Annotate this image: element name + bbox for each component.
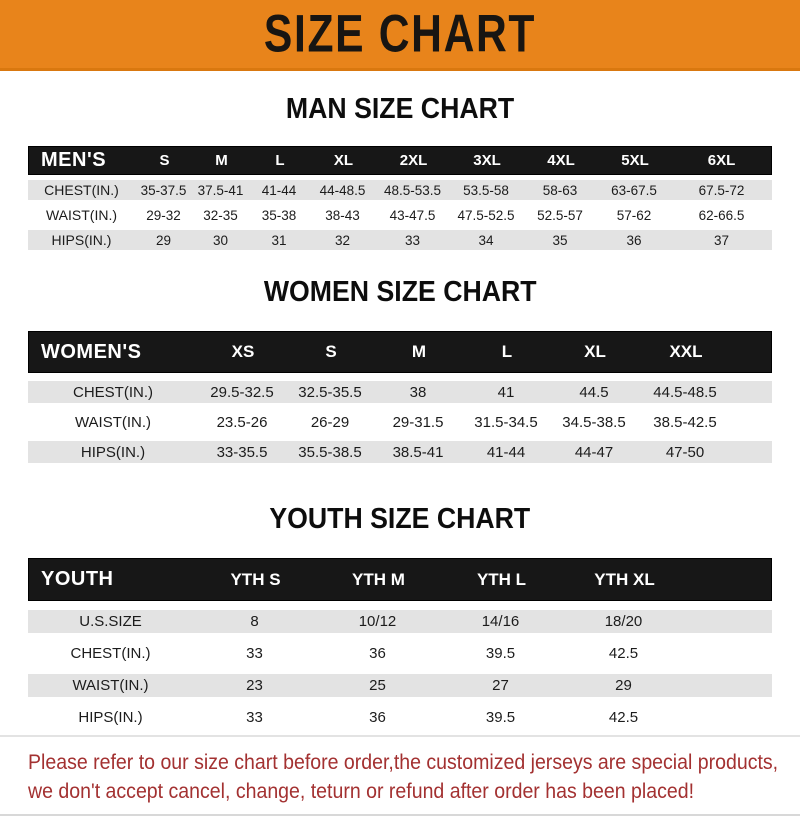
table-row <box>28 674 772 697</box>
size-cell: 29 <box>615 677 632 694</box>
column-header: YTH L <box>476 569 527 589</box>
size-cell: 23 <box>246 677 263 694</box>
size-cell: 37 <box>713 232 730 248</box>
table-row <box>28 381 772 403</box>
size-cell: 10/12 <box>358 613 397 630</box>
size-cell: 41 <box>497 383 515 401</box>
youth-header-row <box>28 558 772 601</box>
table-row <box>28 230 772 250</box>
footer-line1: Please refer to our size chart before order,the customized jerseys are special products, <box>28 751 779 774</box>
column-header: 6XL <box>707 152 736 169</box>
column-header: L <box>501 342 513 361</box>
size-cell: 47-50 <box>665 443 705 461</box>
size-cell: 34 <box>478 232 494 248</box>
column-header: M <box>411 342 427 361</box>
size-cell: 29-32 <box>146 207 181 223</box>
size-cell: 35.5-38.5 <box>298 443 362 461</box>
size-cell: 53.5-58 <box>463 182 509 198</box>
size-cell: 41-44 <box>261 182 297 198</box>
size-cell: 33 <box>246 645 263 662</box>
footer-line2: we don't accept cancel, change, teturn or refund after order has been placed! <box>28 780 695 803</box>
column-header: YTH S <box>230 569 281 589</box>
column-header: 5XL <box>621 152 649 169</box>
men-section-heading <box>0 93 800 126</box>
size-cell: 42.5 <box>608 645 639 662</box>
youth-section-heading <box>0 503 800 536</box>
women-header-label: WOMEN'S <box>41 340 142 363</box>
men-size-table <box>28 146 772 250</box>
column-header: M <box>215 152 228 169</box>
row-label: HIPS(IN.) <box>78 709 143 726</box>
column-header: S <box>159 152 170 169</box>
row-label: CHEST(IN.) <box>70 645 151 662</box>
column-header: L <box>275 152 285 169</box>
youth-size-table <box>28 558 772 729</box>
size-cell: 37.5-41 <box>197 182 244 198</box>
size-cell: 29-31.5 <box>392 413 444 431</box>
row-label: CHEST(IN.) <box>73 383 153 401</box>
size-cell: 35-37.5 <box>140 182 187 198</box>
size-cell: 33 <box>404 232 421 248</box>
size-cell: 33 <box>246 709 263 726</box>
row-label: WAIST(IN.) <box>72 677 149 694</box>
size-cell: 58-63 <box>542 182 578 198</box>
size-cell: 63-67.5 <box>611 182 657 198</box>
size-cell: 25 <box>369 677 386 694</box>
size-cell: 31 <box>271 232 287 248</box>
table-row <box>28 411 772 433</box>
column-header: XS <box>231 342 255 361</box>
size-cell: 32 <box>334 232 351 248</box>
row-label: HIPS(IN.) <box>51 232 112 248</box>
size-cell: 27 <box>492 677 509 694</box>
row-label: CHEST(IN.) <box>44 182 119 198</box>
size-cell: 8 <box>250 613 259 630</box>
table-row <box>28 441 772 463</box>
size-cell: 36 <box>369 645 386 662</box>
column-header: 4XL <box>547 152 575 169</box>
size-cell: 47.5-52.5 <box>457 207 515 223</box>
size-cell: 57-62 <box>616 207 652 223</box>
table-row <box>28 706 772 729</box>
size-cell: 29.5-32.5 <box>210 383 274 401</box>
women-size-table <box>28 331 772 463</box>
size-cell: 33-35.5 <box>216 443 268 461</box>
women-header-row <box>28 331 772 373</box>
footer-note <box>0 735 800 816</box>
table-row <box>28 205 772 225</box>
size-cell: 34.5-38.5 <box>562 413 626 431</box>
column-header: 2XL <box>399 152 428 169</box>
size-cell: 67.5-72 <box>698 182 745 198</box>
row-label: WAIST(IN.) <box>74 413 152 431</box>
size-cell: 41-44 <box>486 443 526 461</box>
men-header-label: MEN'S <box>41 149 107 171</box>
size-cell: 48.5-53.5 <box>383 182 442 198</box>
size-cell: 18/20 <box>604 613 643 630</box>
table-row <box>28 642 772 665</box>
column-header: XL <box>333 152 354 169</box>
row-label: WAIST(IN.) <box>45 207 118 223</box>
row-label: HIPS(IN.) <box>80 443 146 461</box>
column-header: S <box>325 342 337 361</box>
size-cell: 43-47.5 <box>389 207 436 223</box>
size-cell: 38.5-42.5 <box>653 413 717 431</box>
size-cell: 23.5-26 <box>216 413 268 431</box>
size-cell: 62-66.5 <box>698 207 745 223</box>
size-cell: 31.5-34.5 <box>474 413 538 431</box>
column-header: YTH XL <box>594 569 655 589</box>
size-cell: 14/16 <box>481 613 520 630</box>
size-cell: 38 <box>409 383 427 401</box>
banner-title: SIZE CHART <box>263 4 537 64</box>
size-cell: 38.5-41 <box>392 443 444 461</box>
row-label: U.S.SIZE <box>79 613 142 630</box>
size-cell: 26-29 <box>310 413 350 431</box>
size-cell: 39.5 <box>485 709 516 726</box>
size-chart-banner <box>0 0 800 71</box>
size-cell: 30 <box>212 232 229 248</box>
youth-section-heading-text: YOUTH SIZE CHART <box>269 503 531 535</box>
size-cell: 35-38 <box>261 207 297 223</box>
size-cell: 44-48.5 <box>319 182 366 198</box>
size-cell: 32.5-35.5 <box>298 383 362 401</box>
column-header: 3XL <box>473 152 501 169</box>
size-cell: 36 <box>369 709 386 726</box>
size-cell: 32-35 <box>203 207 238 223</box>
table-row <box>28 610 772 633</box>
size-cell: 42.5 <box>608 709 639 726</box>
size-cell: 29 <box>155 232 172 248</box>
column-header: YTH M <box>352 569 405 589</box>
women-section-heading <box>0 276 800 309</box>
size-cell: 39.5 <box>485 645 516 662</box>
size-cell: 38-43 <box>325 207 360 223</box>
men-header-row <box>28 146 772 175</box>
size-cell: 35 <box>552 232 568 248</box>
size-cell: 44-47 <box>574 443 614 461</box>
youth-header-label: YOUTH <box>41 568 114 590</box>
men-section-heading-text: MAN SIZE CHART <box>285 93 515 125</box>
column-header: XL <box>584 342 606 361</box>
size-cell: 52.5-57 <box>537 207 583 223</box>
size-cell: 44.5 <box>579 383 609 401</box>
size-cell: 44.5-48.5 <box>653 383 717 401</box>
column-header: XXL <box>669 342 703 361</box>
women-section-heading-text: WOMEN SIZE CHART <box>263 276 537 308</box>
size-cell: 36 <box>626 232 642 248</box>
table-row <box>28 180 772 200</box>
